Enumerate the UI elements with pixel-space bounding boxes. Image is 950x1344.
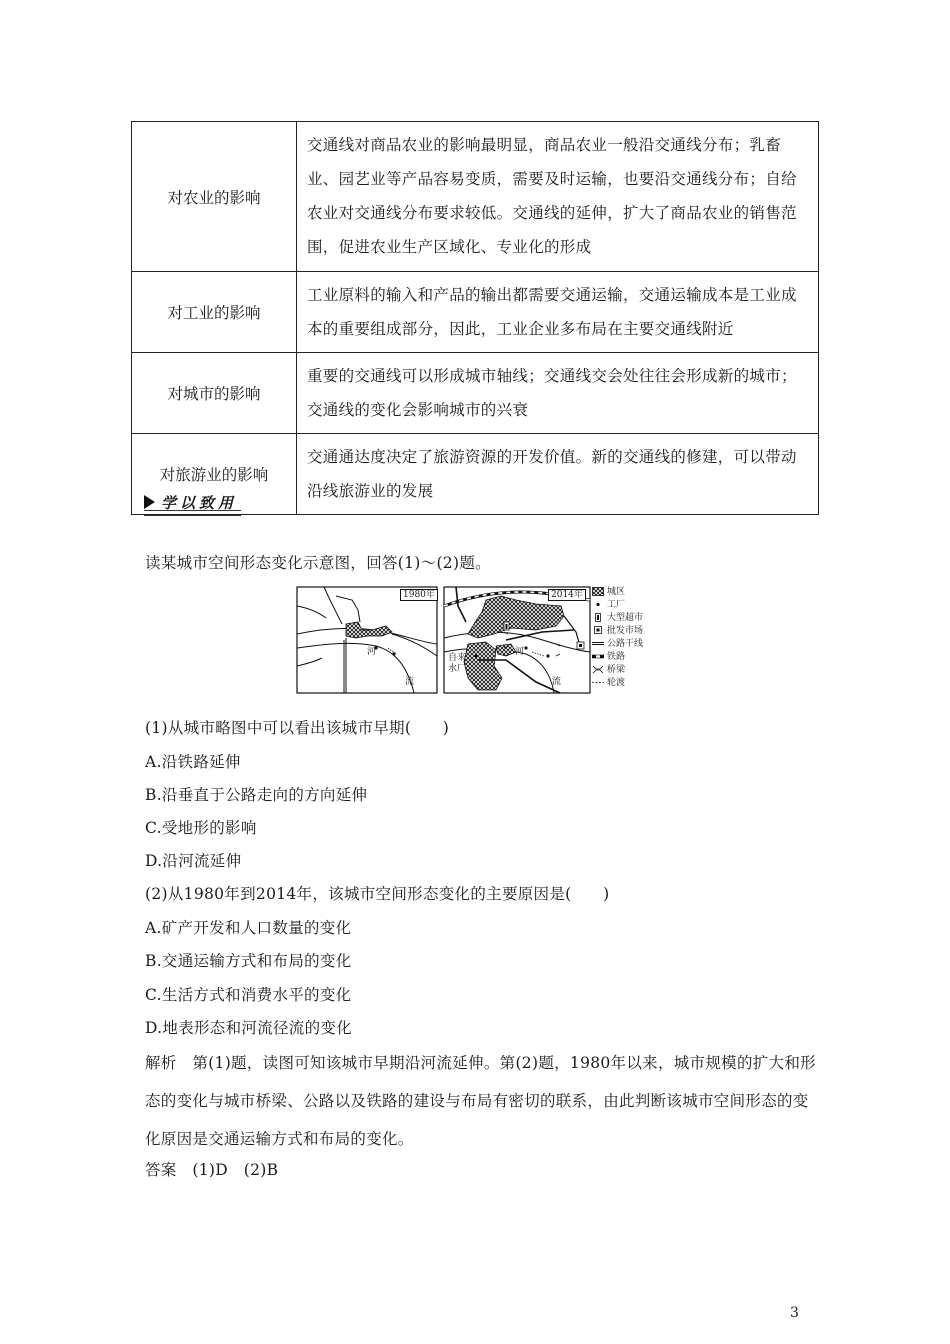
question-1-stem: (1)从城市略图中可以看出该城市早期( ) [145, 719, 450, 737]
map-1980 [297, 587, 437, 693]
table-description-cell: 交通线对商品农业的影响最明显，商品农业一般沿交通线分布；乳畜业、园艺业等产品容易变质，需要及时运输，也要沿交通线分布；自给农业对交通线分布要求较低。交通线的延伸，扩大了商品农业的销售范围，促进农业生产区域化、专业化的形成 [297, 122, 819, 272]
legend-item: 工厂 [592, 599, 625, 610]
factory-dot-icon [592, 600, 604, 609]
highway-icon [592, 639, 604, 648]
river-label: 流 [552, 677, 562, 687]
table-row [132, 122, 819, 272]
map-2014 [444, 587, 590, 693]
waterworks-label: 自来 [448, 653, 467, 663]
legend-item: 城区 [592, 586, 625, 597]
map-2014-year-label: 2014年 [548, 589, 586, 601]
city-maps [296, 586, 592, 696]
bridge-icon [592, 665, 604, 674]
railway-icon [592, 652, 604, 661]
page-number: 3 [790, 1305, 799, 1321]
badge-underline [144, 510, 241, 516]
legend-item: 铁路 [592, 651, 625, 662]
question-1-option-b: B.沿垂直于公路走向的方向延伸 [145, 786, 368, 804]
question-1-option-a: A.沿铁路延伸 [145, 753, 241, 771]
table-description-cell: 工业原料的输入和产品的输出都需要交通运输，交通运输成本是工业成本的重要组成部分，因此，工业企业多布局在主要交通线附近 [297, 272, 819, 353]
wholesale-market-icon [592, 626, 604, 635]
city-area-icon [592, 587, 604, 596]
legend-item: 批发市场 [592, 625, 643, 636]
table-category-cell: 对工业的影响 [132, 272, 297, 353]
city-form-change-figure [296, 586, 658, 696]
table-category-cell: 对城市的影响 [132, 353, 297, 434]
question-2-option-d: D.地表形态和河流径流的变化 [145, 1019, 353, 1037]
section-badge-label: 学以致用 [161, 493, 238, 512]
table-category-cell: 对旅游业的影响 [132, 434, 297, 515]
table-description-cell: 交通通达度决定了旅游资源的开发价值。新的交通线的修建，可以带动沿线旅游业的发展 [297, 434, 819, 515]
section-badge [144, 491, 237, 513]
table-description-cell: 重要的交通线可以形成城市轴线；交通线交会处往往会形成新的城市；交通线的变化会影响城市的兴衰 [297, 353, 819, 434]
question-2-option-a: A.矿产开发和人口数量的变化 [145, 919, 352, 937]
transport-impact-table [131, 121, 819, 515]
answer-line: 答案 (1)D (2)B [145, 1161, 279, 1179]
table-row [132, 353, 819, 434]
play-triangle-icon [144, 495, 155, 509]
table-category-cell: 对农业的影响 [132, 122, 297, 272]
map-1980-year-label: 1980年 [400, 589, 438, 601]
legend-item: 公路干线 [592, 638, 643, 649]
analysis-paragraph: 解析 第(1)题，读图可知该城市早期沿河流延伸。第(2)题，1980年以来，城市规模的扩大和形态的变化与城市桥梁、公路以及铁路的建设与布局有密切的联系，由此判断该城市空间形态的变化原因是交通运输方式和布局的变化。 [145, 1054, 816, 1148]
question-2-option-c: C.生活方式和消费水平的变化 [145, 986, 352, 1004]
supermarket-icon [592, 613, 604, 622]
table-row [132, 272, 819, 353]
question-1-option-c: C.受地形的影响 [145, 819, 257, 837]
question-2-option-b: B.交通运输方式和布局的变化 [145, 952, 352, 970]
waterworks-label: 水厂 [448, 664, 467, 674]
legend-item: 轮渡 [592, 677, 625, 688]
river-label: 流 [405, 677, 415, 687]
question-intro: 读某城市空间形态变化示意图，回答(1)～(2)题。 [145, 554, 491, 572]
ferry-icon [592, 678, 604, 687]
river-label: 河 [367, 647, 377, 657]
question-1-option-d: D.沿河流延伸 [145, 852, 242, 870]
question-2-stem: (2)从1980年到2014年，该城市空间形态变化的主要原因是( ) [145, 885, 610, 903]
legend-item: 桥梁 [592, 664, 625, 675]
legend-item: 大型超市 [592, 612, 643, 623]
river-label: 河 [515, 647, 525, 657]
